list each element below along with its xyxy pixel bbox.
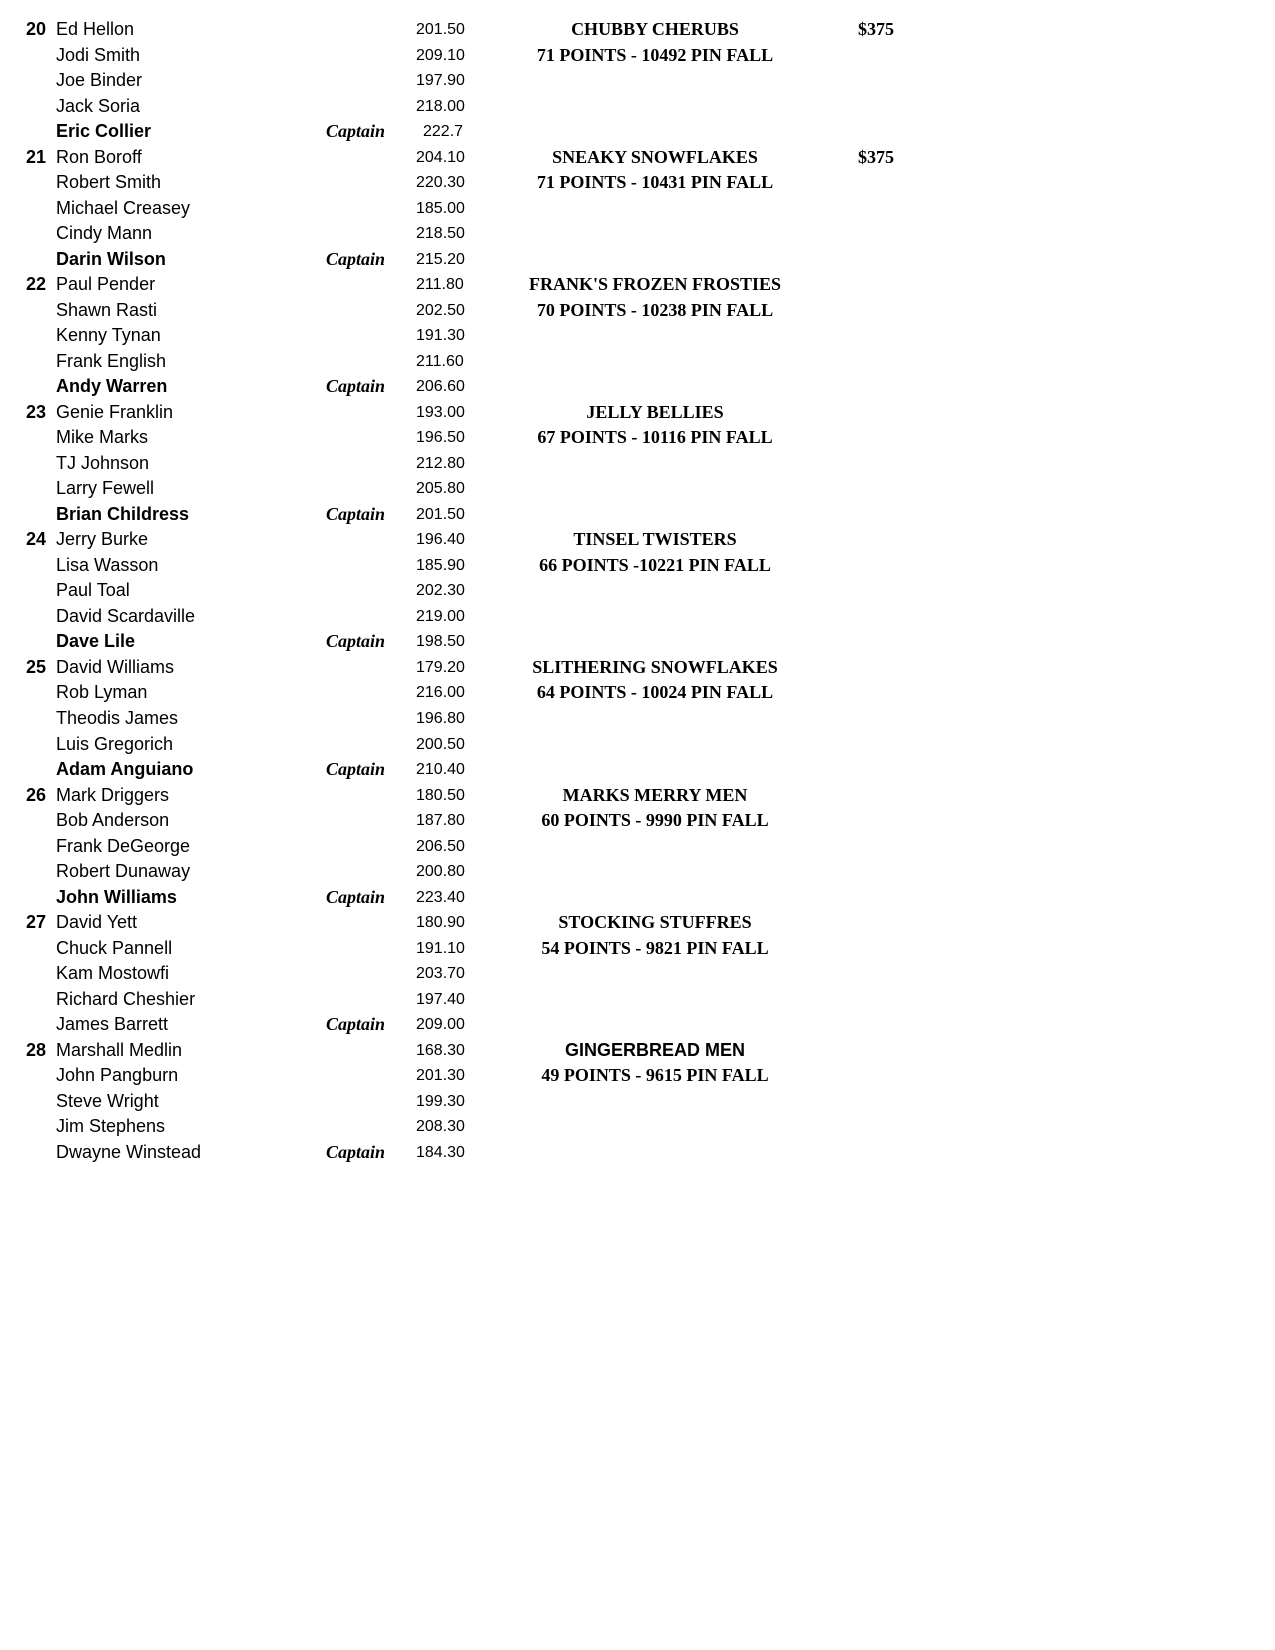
member-row — [0, 1038, 1275, 1064]
member-name: Jim Stephens — [56, 1116, 166, 1137]
member-row — [0, 553, 1275, 579]
team-rank: 20 — [26, 19, 47, 39]
member-average: 196.50 — [416, 429, 465, 447]
member-row — [0, 1114, 1275, 1140]
team-block — [0, 527, 1275, 655]
member-name: Eric Collier — [56, 121, 152, 142]
member-average: 222.7 — [423, 123, 464, 141]
member-row — [0, 145, 1275, 171]
member-average: 180.90 — [416, 914, 465, 932]
member-average: 211.60 — [416, 352, 464, 370]
captain-label: Captain — [326, 376, 386, 397]
member-average: 204.10 — [416, 148, 465, 166]
member-average: 223.40 — [416, 888, 465, 906]
member-average: 201.50 — [416, 21, 465, 38]
member-name: David Yett — [56, 912, 138, 933]
member-average: 180.50 — [416, 786, 465, 804]
member-name: Rob Lyman — [56, 682, 148, 703]
team-block — [0, 145, 1275, 273]
team-name: CHUBBY CHERUBS — [571, 19, 739, 39]
team-points-pinfall: 49 POINTS - 9615 PIN FALL — [541, 1065, 769, 1086]
team-rank: 28 — [26, 1039, 47, 1060]
team-name: GINGERBREAD MEN — [564, 1039, 745, 1060]
member-row — [0, 221, 1275, 247]
member-name: Frank DeGeorge — [56, 835, 191, 856]
member-name: Ron Boroff — [56, 146, 142, 167]
member-name: Brian Childress — [56, 503, 190, 524]
member-name: Theodis James — [56, 708, 179, 728]
captain-label: Captain — [326, 759, 386, 780]
captain-row — [0, 1012, 1275, 1038]
member-average: 206.60 — [416, 378, 465, 396]
member-name: Joe Binder — [56, 70, 143, 91]
member-name: Marshall Medlin — [56, 1039, 183, 1060]
prize-amount: $375 — [858, 19, 894, 39]
member-row — [0, 323, 1275, 349]
team-rank: 21 — [26, 146, 47, 167]
member-row — [0, 732, 1275, 758]
member-average: 218.50 — [416, 225, 465, 243]
member-average: 179.20 — [416, 658, 465, 676]
captain-row — [0, 119, 1275, 145]
member-name: Cindy Mann — [56, 223, 153, 244]
member-row — [0, 196, 1275, 222]
member-name: Shawn Rasti — [56, 299, 158, 320]
member-name: Jodi Smith — [56, 44, 141, 65]
member-average: 199.30 — [416, 1092, 465, 1110]
member-name: Richard Cheshier — [56, 988, 196, 1009]
member-row — [0, 425, 1275, 451]
member-name: Ed Hellon — [56, 19, 135, 39]
captain-row — [0, 247, 1275, 273]
member-row — [0, 961, 1275, 987]
team-points-pinfall: 60 POINTS - 9990 PIN FALL — [541, 810, 769, 831]
member-row — [0, 349, 1275, 375]
member-row — [0, 400, 1275, 426]
team-block — [0, 400, 1275, 528]
member-name: John Williams — [56, 886, 177, 907]
member-name: TJ Johnson — [56, 452, 150, 473]
member-average: 216.00 — [416, 684, 465, 702]
team-points-pinfall: 54 POINTS - 9821 PIN FALL — [541, 937, 769, 958]
member-average: 215.20 — [416, 250, 465, 268]
member-average: 197.40 — [416, 990, 465, 1008]
member-row — [0, 43, 1275, 69]
member-name: Kenny Tynan — [56, 325, 161, 346]
captain-row — [0, 629, 1275, 655]
member-row — [0, 859, 1275, 885]
member-average: 200.50 — [416, 735, 465, 753]
member-name: Chuck Pannell — [56, 937, 173, 958]
member-name: Larry Fewell — [56, 478, 155, 499]
team-rank: 23 — [26, 401, 47, 422]
member-name: Robert Smith — [56, 172, 162, 193]
member-average: 209.10 — [416, 46, 465, 64]
member-average: 200.80 — [416, 863, 465, 881]
member-average: 202.30 — [416, 582, 465, 600]
member-average: 208.30 — [416, 1118, 465, 1136]
member-average: 187.80 — [416, 812, 465, 830]
member-average: 201.30 — [416, 1067, 465, 1085]
team-standings-list — [0, 17, 1275, 1165]
member-average: 202.50 — [416, 301, 465, 319]
member-row — [0, 94, 1275, 120]
member-name: Luis Gregorich — [56, 733, 174, 754]
captain-label: Captain — [326, 1014, 386, 1035]
team-name: MARKS MERRY MEN — [562, 784, 748, 805]
captain-row — [0, 1140, 1275, 1166]
member-average: 185.90 — [416, 556, 465, 574]
team-name: TINSEL TWISTERS — [573, 529, 737, 550]
member-row — [0, 655, 1275, 681]
captain-label: Captain — [326, 248, 386, 269]
member-average: 220.30 — [416, 174, 465, 192]
captain-label: Captain — [326, 886, 386, 907]
team-name: JELLY BELLIES — [586, 401, 724, 422]
team-name: SNEAKY SNOWFLAKES — [552, 146, 758, 167]
team-name: FRANK'S FROZEN FROSTIES — [528, 274, 782, 295]
member-name: Paul Pender — [56, 274, 156, 295]
team-rank: 24 — [26, 529, 47, 550]
member-name: Andy Warren — [56, 376, 168, 397]
captain-row — [0, 502, 1275, 528]
team-points-pinfall: 67 POINTS - 10116 PIN FALL — [537, 427, 773, 448]
member-name: Paul Toal — [56, 580, 130, 601]
member-average: 196.80 — [416, 710, 465, 727]
member-average: 203.70 — [416, 965, 465, 983]
captain-row — [0, 757, 1275, 783]
prize-amount: $375 — [858, 146, 894, 167]
member-average: 218.00 — [416, 97, 465, 115]
team-rank: 25 — [26, 656, 47, 677]
member-name: Jerry Burke — [56, 529, 149, 550]
member-row — [0, 1089, 1275, 1115]
team-rank: 22 — [26, 274, 47, 295]
team-block — [0, 783, 1275, 911]
member-average: 168.30 — [416, 1041, 465, 1059]
member-name: Robert Dunaway — [56, 861, 191, 882]
member-average: 211.80 — [416, 276, 464, 294]
member-name: Frank English — [56, 350, 167, 371]
member-row — [0, 808, 1275, 834]
team-name: STOCKING STUFFRES — [558, 912, 752, 933]
member-average: 184.30 — [416, 1143, 465, 1161]
member-name: Genie Franklin — [56, 401, 174, 422]
member-row — [0, 604, 1275, 630]
member-row — [0, 706, 1275, 732]
member-average: 197.90 — [416, 72, 465, 90]
team-block — [0, 910, 1275, 1038]
member-row — [0, 936, 1275, 962]
member-row — [0, 451, 1275, 477]
member-average: 196.40 — [416, 531, 465, 549]
member-name: Bob Anderson — [56, 810, 170, 831]
member-row — [0, 680, 1275, 706]
member-name: John Pangburn — [56, 1065, 179, 1086]
member-average: 201.50 — [416, 505, 465, 523]
member-row — [0, 783, 1275, 809]
member-average: 205.80 — [416, 480, 465, 498]
member-average: 219.00 — [416, 607, 465, 625]
member-average: 191.30 — [416, 327, 465, 345]
team-name: SLITHERING SNOWFLAKES — [532, 656, 778, 677]
team-points-pinfall: 64 POINTS - 10024 PIN FALL — [536, 682, 774, 703]
member-name: Dwayne Winstead — [56, 1141, 202, 1162]
member-row — [0, 527, 1275, 553]
team-rank: 27 — [26, 912, 47, 933]
team-block — [0, 655, 1275, 783]
member-row — [0, 272, 1275, 298]
member-row — [0, 578, 1275, 604]
member-name: Dave Lile — [56, 631, 136, 652]
team-points-pinfall: 70 POINTS - 10238 PIN FALL — [536, 299, 774, 320]
member-row — [0, 17, 1275, 43]
member-average: 210.40 — [416, 761, 465, 779]
member-average: 191.10 — [416, 939, 465, 957]
team-points-pinfall: 71 POINTS - 10431 PIN FALL — [536, 172, 774, 193]
team-rank: 26 — [26, 784, 47, 805]
member-name: David Williams — [56, 656, 175, 677]
captain-row — [0, 885, 1275, 911]
team-points-pinfall: 71 POINTS - 10492 PIN FALL — [536, 44, 774, 65]
captain-label: Captain — [326, 503, 386, 524]
member-name: Kam Mostowfi — [56, 963, 170, 984]
captain-row — [0, 374, 1275, 400]
member-name: Lisa Wasson — [56, 554, 159, 575]
member-average: 206.50 — [416, 837, 465, 855]
member-name: David Scardaville — [56, 605, 196, 626]
member-row — [0, 987, 1275, 1013]
member-average: 193.00 — [416, 403, 465, 421]
member-name: Adam Anguiano — [56, 759, 194, 780]
member-average: 185.00 — [416, 199, 465, 217]
member-name: Michael Creasey — [56, 197, 191, 218]
captain-label: Captain — [326, 121, 386, 142]
member-row — [0, 1063, 1275, 1089]
member-name: Mark Driggers — [56, 784, 170, 805]
member-name: James Barrett — [56, 1014, 169, 1035]
member-average: 212.80 — [416, 454, 465, 472]
team-block — [0, 272, 1275, 400]
captain-label: Captain — [326, 1141, 386, 1162]
team-block — [0, 1038, 1275, 1166]
member-row — [0, 910, 1275, 936]
member-row — [0, 834, 1275, 860]
member-name: Darin Wilson — [56, 248, 166, 269]
member-row — [0, 298, 1275, 324]
member-average: 198.50 — [416, 633, 465, 651]
member-name: Mike Marks — [56, 427, 149, 448]
member-row — [0, 170, 1275, 196]
member-average: 209.00 — [416, 1016, 465, 1034]
member-name: Steve Wright — [56, 1090, 159, 1111]
member-row — [0, 476, 1275, 502]
team-block — [0, 17, 1275, 145]
member-name: Jack Soria — [56, 95, 141, 116]
team-points-pinfall: 66 POINTS -10221 PIN FALL — [539, 554, 771, 575]
captain-label: Captain — [326, 631, 386, 652]
member-row — [0, 68, 1275, 94]
